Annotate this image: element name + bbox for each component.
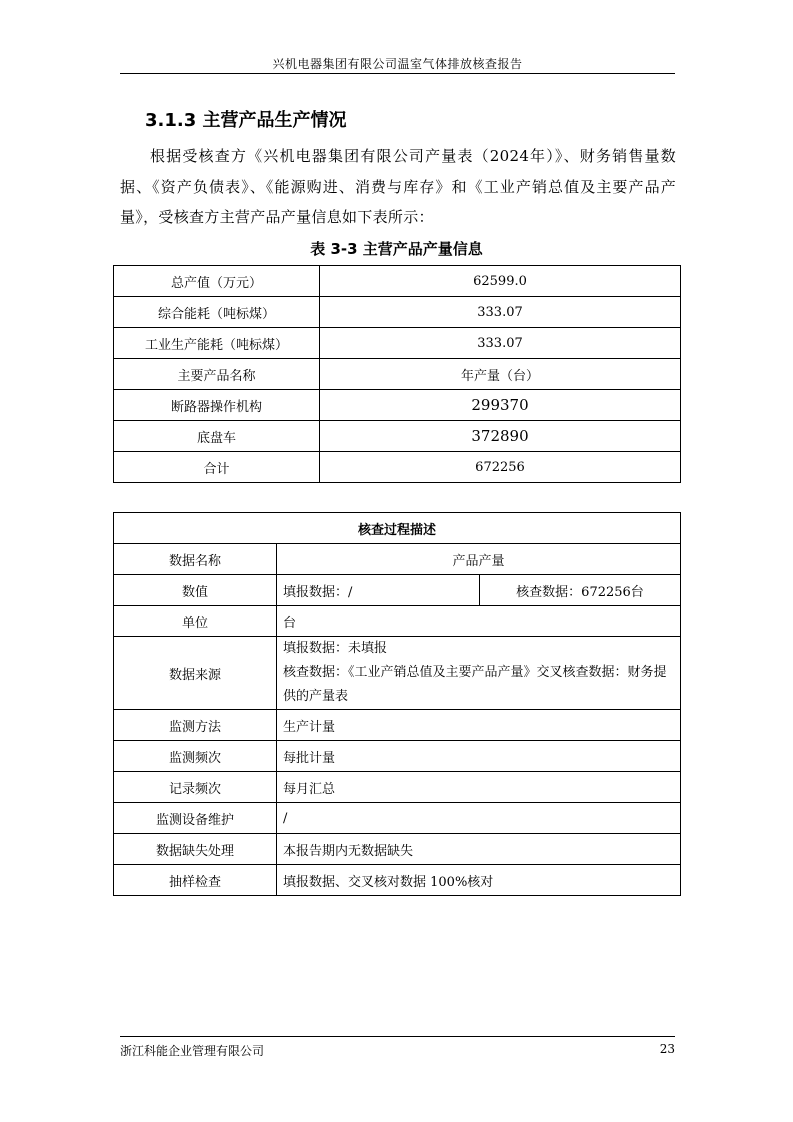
table-row [114, 266, 681, 297]
row-label: 数值 [114, 575, 277, 606]
row-label: 断路器操作机构 [114, 390, 320, 421]
table-row [114, 544, 681, 575]
row-value: 333.07 [320, 297, 681, 328]
row-label: 监测方法 [114, 710, 277, 741]
table-row [114, 359, 681, 390]
row-value: / [277, 803, 681, 834]
verification-process-table [113, 512, 681, 896]
row-label: 数据缺失处理 [114, 834, 277, 865]
row-value: 台 [277, 606, 681, 637]
row-label: 单位 [114, 606, 277, 637]
footer-company: 浙江科能企业管理有限公司 [120, 1044, 265, 1058]
row-value: 672256 [320, 452, 681, 483]
row-label: 记录频次 [114, 772, 277, 803]
row-value: 299370 [320, 390, 681, 421]
page-header: 兴机电器集团有限公司温室气体排放核查报告 [272, 57, 523, 71]
data-source-cell [277, 637, 681, 710]
reported-value: 填报数据：/ [277, 575, 480, 606]
table-row [114, 772, 681, 803]
table-row [114, 710, 681, 741]
row-value: 生产计量 [277, 710, 681, 741]
table-row [114, 452, 681, 483]
section-title: 3.1.3 主营产品生产情况 [145, 110, 347, 131]
header-divider [120, 73, 675, 74]
row-label: 合计 [114, 452, 320, 483]
table-row [114, 834, 681, 865]
row-label: 主要产品名称 [114, 359, 320, 390]
table-row [114, 297, 681, 328]
source-line-reported: 填报数据：未填报 [283, 641, 388, 656]
row-label: 底盘车 [114, 421, 320, 452]
row-label: 数据名称 [114, 544, 277, 575]
row-value: 每月汇总 [277, 772, 681, 803]
table-row [114, 637, 681, 710]
row-label: 工业生产能耗（吨标煤） [114, 328, 320, 359]
row-value: 每批计量 [277, 741, 681, 772]
table-row [114, 803, 681, 834]
row-value: 年产量（台） [320, 359, 681, 390]
verified-value: 核查数据：672256台 [480, 575, 681, 606]
table-row [114, 421, 681, 452]
table-row [114, 606, 681, 637]
row-value: 372890 [320, 421, 681, 452]
table-row [114, 741, 681, 772]
row-label: 抽样检查 [114, 865, 277, 896]
page-number: 23 [659, 1042, 675, 1056]
row-value: 填报数据、交叉核对数据 100%核对 [277, 865, 681, 896]
table-row [114, 513, 681, 544]
section-paragraph: 根据受核查方《兴机电器集团有限公司产量表（2024年）》、财务销售量数据、《资产负债表》、《能源购进、消费与库存》和《工业产销总值及主要产品产量》，受核查方主营产品产量信息如下表所示： [120, 147, 676, 226]
product-output-table [113, 265, 681, 483]
table-row [114, 390, 681, 421]
row-value: 333.07 [320, 328, 681, 359]
row-value: 62599.0 [320, 266, 681, 297]
source-line-verified: 核查数据：《工业产销总值及主要产品产量》交叉核查数据：财务提供的产量表 [283, 665, 667, 704]
table-row [114, 328, 681, 359]
row-value: 本报告期内无数据缺失 [277, 834, 681, 865]
row-label: 总产值（万元） [114, 266, 320, 297]
row-label: 综合能耗（吨标煤） [114, 297, 320, 328]
table-title: 核查过程描述 [114, 513, 681, 544]
row-label: 数据来源 [114, 637, 277, 710]
footer-divider [120, 1036, 675, 1037]
row-label: 监测设备维护 [114, 803, 277, 834]
table-row [114, 865, 681, 896]
row-label: 监测频次 [114, 741, 277, 772]
row-value: 产品产量 [277, 544, 681, 575]
table-caption: 表 3-3 主营产品产量信息 [310, 240, 483, 258]
table-row [114, 575, 681, 606]
